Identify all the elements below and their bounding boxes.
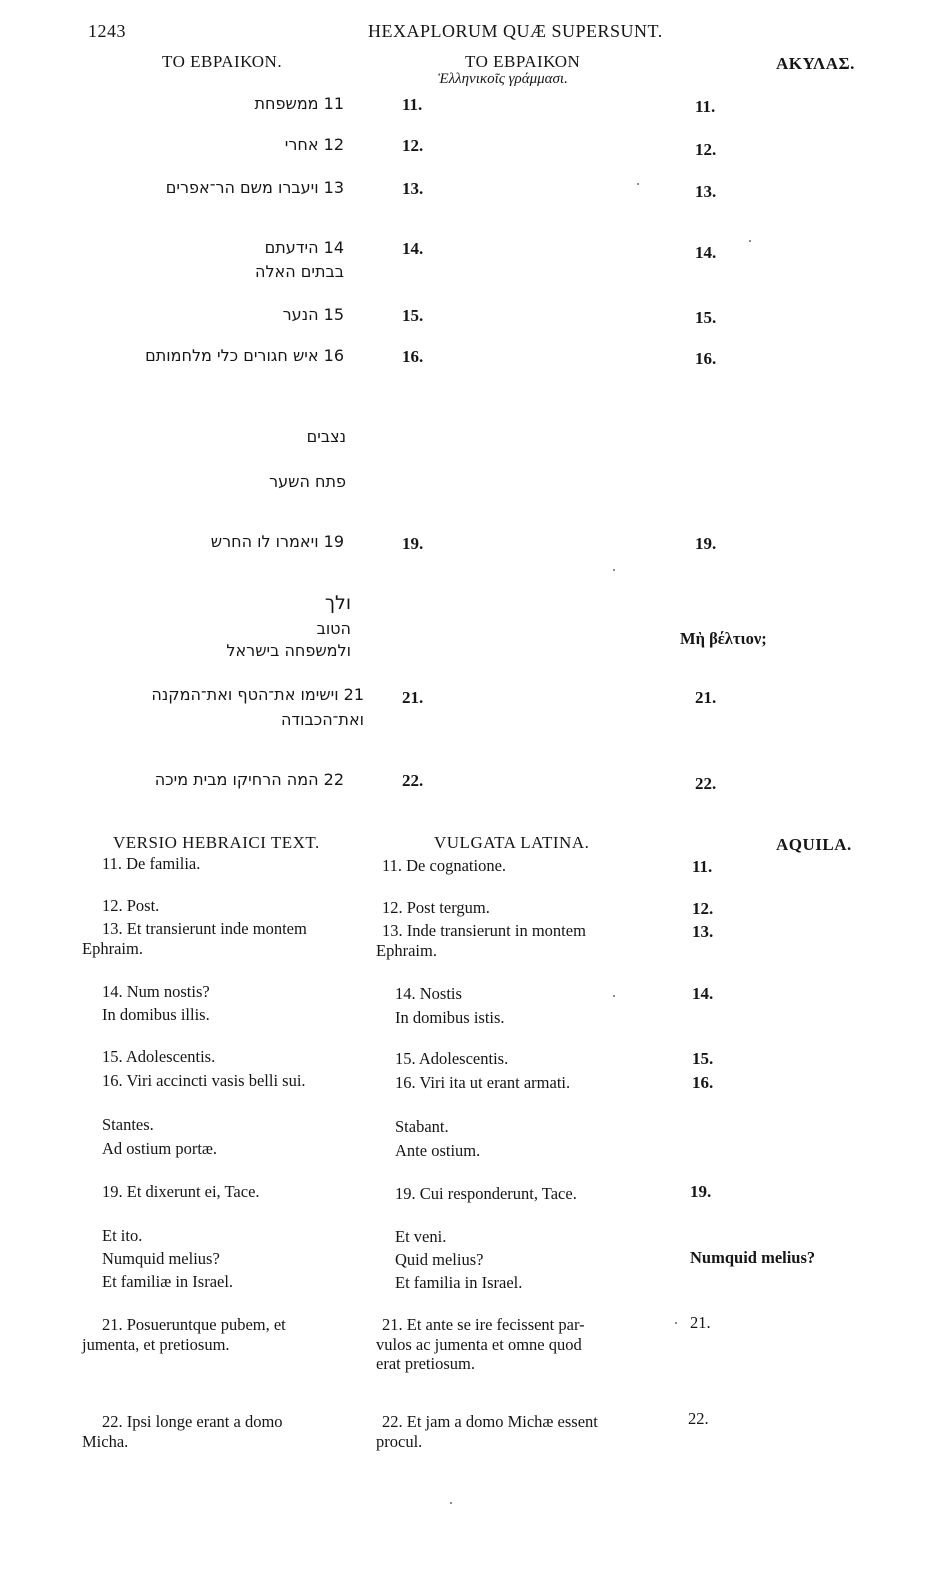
vulgata-verse-11: 11. De cognatione. xyxy=(382,856,507,875)
hebrew-verse-11: 11 ממשפחת xyxy=(254,94,344,113)
vulgata-verse-20-line1: Et veni. xyxy=(395,1227,447,1246)
aquila-latin-verse-15: 15. xyxy=(692,1049,714,1068)
hebrew-verse-14: 14 הידעתם xyxy=(264,238,344,257)
aquila-latin-verse-12: 12. xyxy=(692,899,714,918)
trans-verse-13: 13. xyxy=(402,179,424,198)
vulgata-verse-14: 14. Nostis xyxy=(395,984,462,1003)
vulgata-verse-22: 22. Et jam a domo Michæ essent xyxy=(382,1412,598,1431)
vulgata-verse-13: 13. Inde transierunt in montem xyxy=(382,921,586,940)
vulgata-verse-20-line2: Quid melius? xyxy=(395,1250,484,1269)
versio-verse-22: 22. Ipsi longe erant a domo xyxy=(102,1412,283,1431)
aquila-verse-21: 21. xyxy=(695,688,717,707)
trans-verse-19: 19. xyxy=(402,534,424,553)
versio-verse-13: 13. Et transierunt inde montem xyxy=(102,919,307,938)
hebrew-verse-22: 22 המה הרחיקו מבית מיכה xyxy=(154,770,344,789)
versio-verse-20-line2: Numquid melius? xyxy=(102,1249,220,1268)
hebrew-verse-20: ולך xyxy=(324,592,351,614)
aquila-verse-14: 14. xyxy=(695,243,717,262)
versio-verse-12: 12. Post. xyxy=(102,896,160,915)
print-speck xyxy=(637,183,639,185)
column-heading-aquila-latin: AQUILA. xyxy=(776,835,852,854)
hebrew-verse-21-line2: ואת־הכבודה xyxy=(280,710,364,729)
vulgata-verse-12: 12. Post tergum. xyxy=(382,898,490,917)
print-speck xyxy=(613,995,615,997)
versio-verse-16: 16. Viri accincti vasis belli sui. xyxy=(102,1071,306,1090)
hebrew-verse-20-line2: הטוב xyxy=(316,619,351,638)
page-number: 1243 xyxy=(88,21,126,41)
trans-verse-14: 14. xyxy=(402,239,424,258)
trans-verse-16: 16. xyxy=(402,347,424,366)
aquila-latin-verse-14: 14. xyxy=(692,984,714,1003)
column-heading-aquila-greek: ΑΚΥΛΑΣ. xyxy=(776,54,855,73)
vulgata-verse-21-line3: erat pretiosum. xyxy=(376,1354,475,1373)
hebrew-verse-21: 21 וישימו את־הטף ואת־המקנה xyxy=(151,685,364,704)
trans-verse-22: 22. xyxy=(402,771,424,790)
vulgata-verse-18: Ante ostium. xyxy=(395,1141,481,1160)
running-title: HEXAPLORUM QUÆ SUPERSUNT. xyxy=(368,21,663,41)
column-heading-transliterated: ΤΟ ΕΒΡΑΙΚΟΝ xyxy=(465,52,581,71)
versio-verse-15: 15. Adolescentis. xyxy=(102,1047,216,1066)
aquila-verse-20: Μὴ βέλτιον; xyxy=(680,629,767,648)
versio-verse-14-line2: In domibus illis. xyxy=(102,1005,210,1024)
column-subheading-transliterated: Ἑλληνικοῖς γράμμασι. xyxy=(438,71,568,87)
versio-verse-17: Stantes. xyxy=(102,1115,154,1134)
versio-verse-19: 19. Et dixerunt ei, Tace. xyxy=(102,1182,260,1201)
aquila-verse-15: 15. xyxy=(695,308,717,327)
aquila-latin-verse-11: 11. xyxy=(692,857,713,876)
aquila-latin-verse-22: 22. xyxy=(688,1409,709,1428)
print-speck xyxy=(613,569,615,571)
hebrew-verse-14-line2: בבתים האלה xyxy=(255,262,344,281)
hebrew-verse-17: נצבים xyxy=(306,427,346,446)
versio-verse-21: 21. Posueruntque pubem, et xyxy=(102,1315,286,1334)
trans-verse-11: 11. xyxy=(402,95,423,114)
hebrew-verse-18: פתח השער xyxy=(269,472,346,491)
versio-verse-21-line2: jumenta, et pretiosum. xyxy=(82,1335,230,1354)
vulgata-verse-14-line2: In domibus istis. xyxy=(395,1008,505,1027)
versio-verse-22-line2: Micha. xyxy=(82,1432,129,1451)
trans-verse-21: 21. xyxy=(402,688,424,707)
versio-verse-18: Ad ostium portæ. xyxy=(102,1139,218,1158)
versio-verse-20-line1: Et ito. xyxy=(102,1226,143,1245)
aquila-verse-22: 22. xyxy=(695,774,717,793)
vulgata-verse-20-line3: Et familia in Israel. xyxy=(395,1273,523,1292)
vulgata-verse-17: Stabant. xyxy=(395,1117,449,1136)
vulgata-verse-21: 21. Et ante se ire fecissent par- xyxy=(382,1315,585,1334)
vulgata-verse-19: 19. Cui responderunt, Tace. xyxy=(395,1184,577,1203)
column-heading-hebrew: ΤΟ ΕΒΡΑΙΚΟΝ. xyxy=(162,52,283,71)
aquila-latin-verse-20: Numquid melius? xyxy=(690,1248,816,1267)
versio-verse-20-line3: Et familiæ in Israel. xyxy=(102,1272,234,1291)
aquila-latin-verse-19: 19. xyxy=(690,1182,712,1201)
vulgata-verse-15: 15. Adolescentis. xyxy=(395,1049,509,1068)
print-speck xyxy=(749,240,751,242)
aquila-verse-19: 19. xyxy=(695,534,717,553)
column-heading-vulgata: VULGATA LATINA. xyxy=(434,833,590,852)
aquila-verse-12: 12. xyxy=(695,140,717,159)
print-speck xyxy=(675,1322,677,1324)
hebrew-verse-19: 19 ויאמרו לו החרש xyxy=(210,532,344,551)
vulgata-verse-13-line2: Ephraim. xyxy=(376,941,437,960)
hebrew-verse-16: 16 איש חגורים כלי מלחמותם xyxy=(145,346,344,365)
column-heading-versio: VERSIO HEBRAICI TEXT. xyxy=(113,833,320,852)
aquila-latin-verse-13: 13. xyxy=(692,922,714,941)
versio-verse-11: 11. De familia. xyxy=(102,854,201,873)
print-speck xyxy=(450,1502,452,1504)
vulgata-verse-22-line2: procul. xyxy=(376,1432,423,1451)
hebrew-verse-20-line3: ולמשפחה בישראל xyxy=(226,641,351,660)
vulgata-verse-21-line2: vulos ac jumenta et omne quod xyxy=(376,1335,582,1354)
hebrew-verse-15: 15 הנער xyxy=(282,305,344,324)
vulgata-verse-16: 16. Viri ita ut erant armati. xyxy=(395,1073,571,1092)
hebrew-verse-13: 13 ויעברו משם הר־אפרים xyxy=(165,178,344,197)
aquila-verse-11: 11. xyxy=(695,97,716,116)
aquila-latin-verse-16: 16. xyxy=(692,1073,714,1092)
trans-verse-12: 12. xyxy=(402,136,424,155)
aquila-verse-16: 16. xyxy=(695,349,717,368)
aquila-latin-verse-21: 21. xyxy=(690,1313,711,1332)
aquila-verse-13: 13. xyxy=(695,182,717,201)
hebrew-verse-12: 12 אחרי xyxy=(284,135,344,154)
trans-verse-15: 15. xyxy=(402,306,424,325)
versio-verse-13-line2: Ephraim. xyxy=(82,939,143,958)
versio-verse-14: 14. Num nostis? xyxy=(102,982,210,1001)
